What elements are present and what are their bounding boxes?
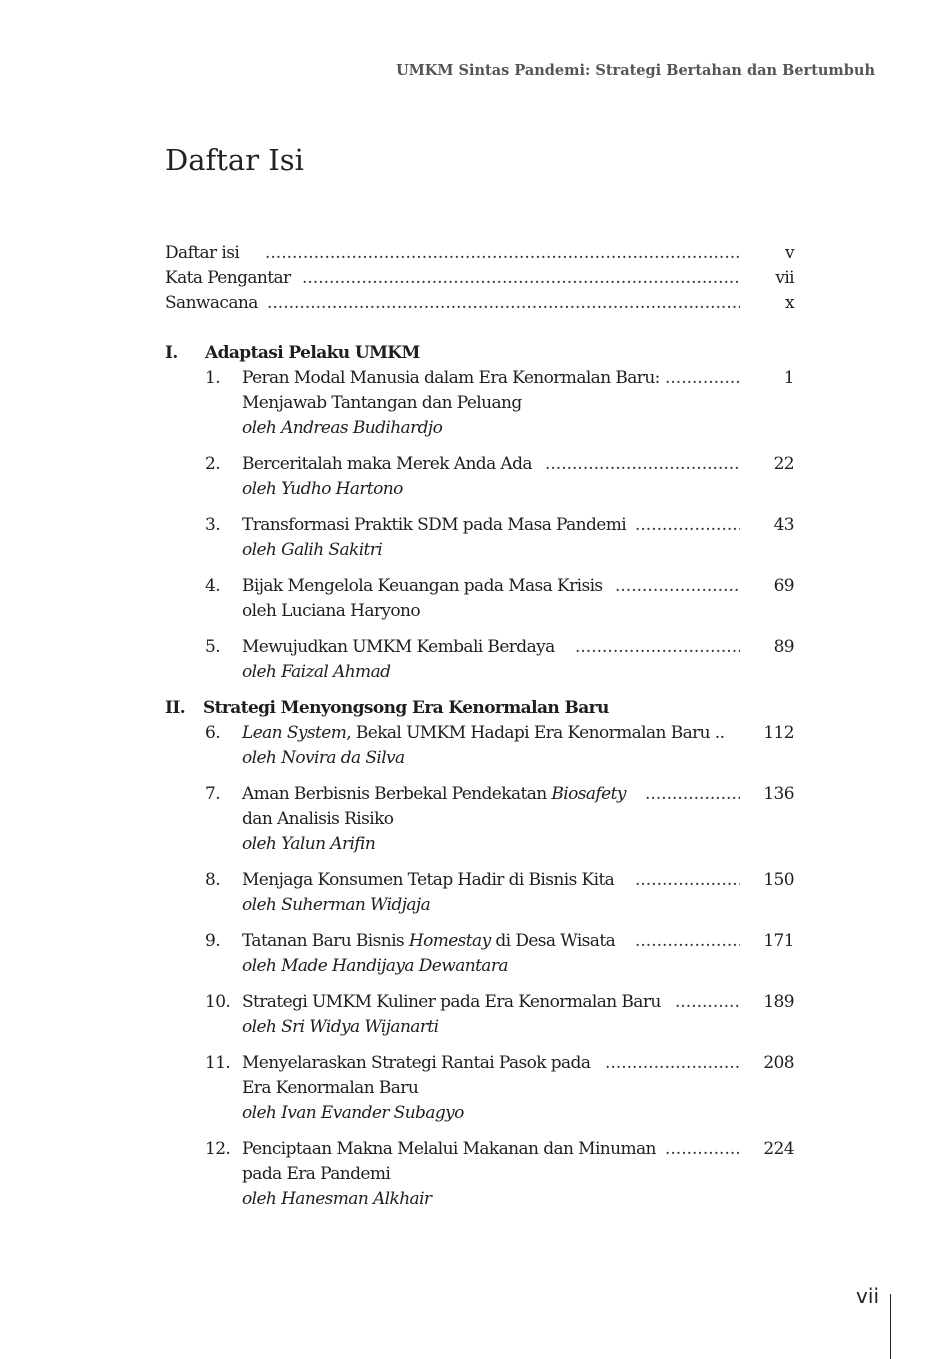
section-title: Adaptasi Pelaku UMKM	[205, 343, 420, 363]
dot-leader	[302, 266, 740, 291]
entry-number: 12.	[205, 1139, 231, 1159]
dot-leader	[265, 241, 740, 266]
toc-entry-11[interactable]	[165, 1051, 794, 1076]
entry-number: 9.	[205, 931, 221, 951]
entry-title: Bijak Mengelola Keuangan pada Masa Krisis	[242, 574, 609, 599]
toc-front-kata-pengantar[interactable]	[165, 266, 794, 291]
entry-author: oleh Suherman Widjaja	[242, 895, 431, 915]
toc-front-sanwacana[interactable]	[165, 291, 794, 316]
entry-title-continuation: Era Kenormalan Baru	[242, 1078, 419, 1098]
toc-entry-5[interactable]	[165, 635, 794, 660]
dot-leader	[615, 574, 740, 599]
entry-title	[242, 721, 730, 746]
toc-page-number: 136	[763, 784, 794, 804]
entry-author: oleh Galih Sakitri	[242, 540, 383, 560]
entry-title-end: di Desa Wisata	[490, 931, 616, 951]
entry-number: 3.	[205, 515, 221, 535]
entry-title-start: Aman Berbisnis Berbekal Pendekatan	[242, 784, 552, 804]
toc-label: Daftar isi	[165, 241, 245, 266]
entry-author: oleh Hanesman Alkhair	[242, 1189, 432, 1209]
entry-title: Menyelaraskan Strategi Rantai Pasok pada	[242, 1051, 596, 1076]
section-title: Strategi Menyongsong Era Kenormalan Baru	[203, 698, 609, 718]
entry-number: 10.	[205, 992, 231, 1012]
toc-entry-4[interactable]	[165, 574, 794, 599]
toc-page-number: 189	[763, 992, 794, 1012]
toc-entry-9[interactable]	[165, 929, 794, 954]
dot-leader	[575, 635, 740, 660]
toc-page-number: x	[785, 293, 794, 313]
entry-title-italic: Biosafety	[551, 784, 626, 804]
entry-number: 11.	[205, 1053, 231, 1073]
entry-title-start: Tatanan Baru Bisnis	[242, 931, 409, 951]
toc-label: Sanwacana	[165, 291, 264, 316]
entry-author: oleh Novira da Silva	[242, 748, 405, 768]
toc-entry-3[interactable]	[165, 513, 794, 538]
entry-author: oleh Yalun Arifin	[242, 834, 376, 854]
entry-number: 8.	[205, 870, 221, 890]
entry-title: Berceritalah maka Merek Anda Ada	[242, 452, 538, 477]
toc-entry-12[interactable]	[165, 1137, 794, 1162]
section-number: I.	[165, 343, 178, 363]
toc-page-number: vii	[775, 268, 794, 288]
toc-entry-6[interactable]	[165, 721, 794, 746]
entry-author: oleh Made Handijaya Dewantara	[242, 956, 508, 976]
toc-entry-8[interactable]	[165, 868, 794, 893]
dot-leader	[267, 291, 740, 316]
entry-title-continuation: dan Analisis Risiko	[242, 809, 394, 829]
toc-page-number: 224	[763, 1139, 794, 1159]
entry-number: 4.	[205, 576, 221, 596]
toc-page-number: 112	[763, 723, 794, 743]
toc-section-heading	[165, 341, 794, 366]
entry-title: Menjaga Konsumen Tetap Hadir di Bisnis Kita	[242, 868, 620, 893]
entry-author: oleh Andreas Budihardjo	[242, 418, 443, 438]
toc-entry-10[interactable]	[165, 990, 794, 1015]
toc-page-number: 22	[773, 454, 794, 474]
dot-leader	[675, 990, 740, 1015]
toc-page-number: 69	[773, 576, 794, 596]
toc-page-number: 89	[773, 637, 794, 657]
page-title: Daftar Isi	[165, 143, 304, 177]
folio-rule	[890, 1294, 891, 1359]
entry-title: Penciptaan Makna Melalui Makanan dan Minuman	[242, 1137, 662, 1162]
toc-entry-7[interactable]	[165, 782, 794, 807]
entry-title: Peran Modal Manusia dalam Era Kenormalan Baru:	[242, 366, 666, 391]
entry-title: Mewujudkan UMKM Kembali Berdaya	[242, 635, 561, 660]
dot-leader	[635, 929, 740, 954]
entry-author: oleh Faizal Ahmad	[242, 662, 391, 682]
toc-page-number: 43	[773, 515, 794, 535]
entry-title-continuation: Menjawab Tantangan dan Peluang	[242, 393, 522, 413]
toc-section-heading	[165, 696, 794, 721]
dot-leader	[605, 1051, 740, 1076]
entry-number: 1.	[205, 368, 221, 388]
toc-label: Kata Pengantar	[165, 266, 297, 291]
entry-title	[242, 782, 632, 807]
entry-author: oleh Luciana Haryono	[242, 601, 421, 621]
entry-author: oleh Yudho Hartono	[242, 479, 403, 499]
entry-number: 2.	[205, 454, 221, 474]
entry-author: oleh Sri Widya Wijanarti	[242, 1017, 439, 1037]
entry-title-italic: Homestay	[408, 931, 491, 951]
dot-leader	[665, 366, 740, 391]
toc-page-number: 208	[763, 1053, 794, 1073]
entry-title-continuation: pada Era Pandemi	[242, 1164, 391, 1184]
toc-page-number: 150	[763, 870, 794, 890]
dot-leader	[665, 1137, 740, 1162]
dot-leader	[545, 452, 740, 477]
dot-leader	[645, 782, 740, 807]
entry-author: oleh Ivan Evander Subagyo	[242, 1103, 464, 1123]
entry-number: 5.	[205, 637, 221, 657]
table-of-contents	[165, 241, 794, 1212]
toc-entry-2[interactable]	[165, 452, 794, 477]
toc-page-number: 1	[783, 368, 794, 388]
section-number: II.	[165, 698, 186, 718]
toc-front-daftar-isi[interactable]	[165, 241, 794, 266]
dot-leader	[635, 513, 740, 538]
toc-page-number: 171	[763, 931, 794, 951]
running-header: UMKM Sintas Pandemi: Strategi Bertahan dan Bertumbuh	[396, 62, 875, 79]
entry-title: Transformasi Praktik SDM pada Masa Pandemi	[242, 513, 632, 538]
entry-number: 6.	[205, 723, 221, 743]
entry-title-italic: Lean System	[242, 723, 347, 743]
page-folio: vii	[856, 1284, 879, 1308]
dot-leader	[635, 868, 740, 893]
entry-title	[242, 929, 621, 954]
entry-number: 7.	[205, 784, 221, 804]
entry-title-rest: , Bekal UMKM Hadapi Era Kenormalan Baru ..	[346, 723, 725, 743]
toc-page-number: v	[784, 243, 794, 263]
entry-title: Strategi UMKM Kuliner pada Era Kenormalan Baru	[242, 990, 667, 1015]
toc-entry-1[interactable]	[165, 366, 794, 391]
